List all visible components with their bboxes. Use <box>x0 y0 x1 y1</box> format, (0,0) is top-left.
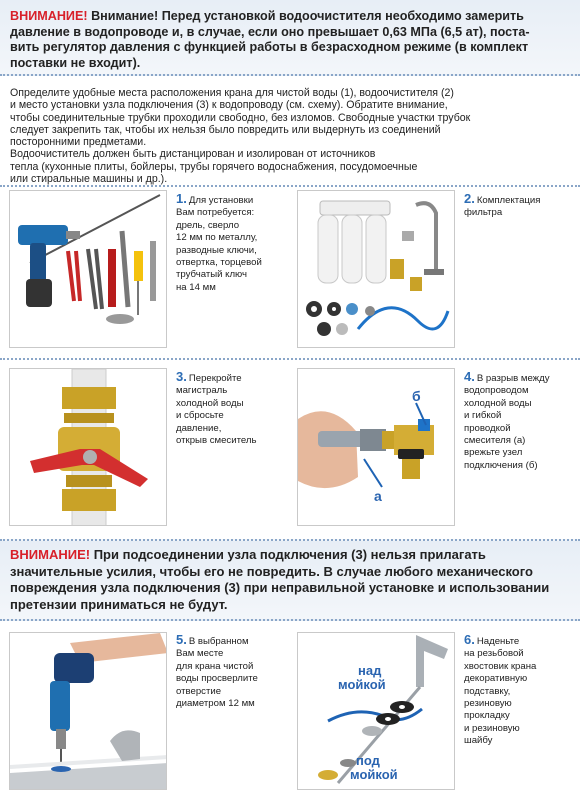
step-5-caption: 5. В выбранном Вам месте для крана чистой воды просверлите отверстие диаметром 12 мм <box>176 632 258 710</box>
step-3-caption: 3. Перекройте магистраль холодной воды и сбросьте давление, открыв смеситель <box>176 369 257 447</box>
label-a: а <box>374 488 382 504</box>
label-below-sink: под <box>356 753 380 768</box>
step-6-caption: 6. Наденьте на резьбовой хвостовик крана декоративную подставку, резиновую прокладку и резиновую шайбу <box>464 632 537 747</box>
warning-text-bottom: ВНИМАНИЕ! При подсоединении узла подключения (3) нельзя прилагать значительные усилия, чтобы его не повредить. В случае любого механического повреждения узла подключения (3) при неправильной установке и использовании претензии приниматься не будут. <box>10 547 550 612</box>
drilling-photo <box>9 632 167 790</box>
label-below-sink-2: мойкой <box>350 767 398 782</box>
label-above-sink-2: мойкой <box>338 677 386 692</box>
warning-text-top: ВНИМАНИЕ! Внимание! Перед установкой водоочистителя необходимо замерить давление в водопроводе и, в случае, если оно превышает 0,63 МПа (6,5 ат), поста- вить регулятор давления с функцией работы в безрасходном режиме (в комплект поставки не входит). <box>10 9 530 70</box>
connection-node-photo <box>297 368 455 526</box>
step-2-caption: 2. Комплектация фильтра <box>464 191 541 219</box>
warning-box-bottom <box>0 539 580 621</box>
label-above-sink: над <box>358 663 382 678</box>
separator <box>0 358 580 360</box>
faucet-parts-photo <box>297 632 455 790</box>
valve-photo <box>9 368 167 526</box>
warning-label: ВНИМАНИЕ! <box>10 9 88 23</box>
filter-kit-photo <box>297 190 455 348</box>
step-4-caption: 4. В разрыв между водопроводом холодной воды и гибкой проводкой смесителя (а) врежьте узел подключения (б) <box>464 369 550 471</box>
tools-photo <box>9 190 167 348</box>
warning-label: ВНИМАНИЕ! <box>10 547 91 562</box>
label-b: б <box>412 388 421 404</box>
intro-paragraph: Определите удобные места расположения крана для чистой воды (1), водоочистителя (2) и место установки узла подключения (3) к водопроводу (см. схему). Обратите внимание, чтобы соединительные трубки проходили свободно, без изломов. Свободные участки трубок следует закрепить так, чтобы их нельзя было повредить или выдернуть из соединений посторонними предметами. Водоочиститель должен быть дистанцирован и изолирован от источников тепла (кухонные плиты, бойлеры, трубы горячего водоснабжения, посудомоечные или стиральные машины и др.). <box>10 87 471 186</box>
step-1-caption: 1. Для установки Вам потребуется: дрель, сверло 12 мм по металлу, разводные ключи, отвертка, торцевой трубчатый ключ на 14 мм <box>176 191 262 293</box>
separator <box>0 185 580 187</box>
warning-box-top <box>0 0 580 76</box>
